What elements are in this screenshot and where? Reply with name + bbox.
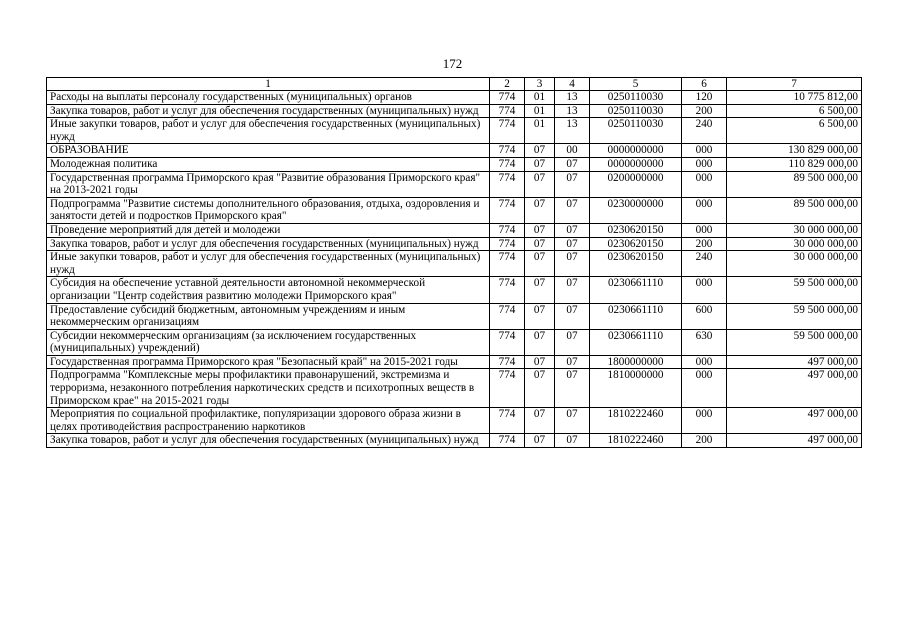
row-target-article-cell: 0230620150 [590, 251, 682, 277]
row-expense-type-cell: 630 [682, 329, 727, 355]
row-name-cell: Закупка товаров, работ и услуг для обеспечения государственных (муниципальных) нужд [47, 237, 490, 251]
row-code-cell: 774 [490, 303, 525, 329]
table-row [47, 157, 862, 171]
row-code-cell: 774 [490, 91, 525, 105]
row-expense-type-cell: 000 [682, 223, 727, 237]
row-subsection-cell: 07 [555, 171, 590, 197]
row-subsection-cell: 07 [555, 223, 590, 237]
row-name-cell: Молодежная политика [47, 157, 490, 171]
row-expense-type-cell: 200 [682, 104, 727, 118]
table-row [47, 329, 862, 355]
row-amount-cell: 30 000 000,00 [727, 223, 862, 237]
row-section-cell: 01 [525, 118, 555, 144]
row-subsection-cell: 07 [555, 329, 590, 355]
row-subsection-cell: 07 [555, 303, 590, 329]
row-amount-cell: 130 829 000,00 [727, 144, 862, 158]
row-amount-cell: 497 000,00 [727, 408, 862, 434]
row-name-cell: Закупка товаров, работ и услуг для обеспечения государственных (муниципальных) нужд [47, 434, 490, 448]
row-section-cell: 07 [525, 303, 555, 329]
row-target-article-cell: 0250110030 [590, 118, 682, 144]
row-amount-cell: 10 775 812,00 [727, 91, 862, 105]
row-target-article-cell: 0230620150 [590, 237, 682, 251]
row-expense-type-cell: 000 [682, 157, 727, 171]
table-row [47, 355, 862, 369]
row-target-article-cell: 0230620150 [590, 223, 682, 237]
row-code-cell: 774 [490, 157, 525, 171]
row-expense-type-cell: 000 [682, 355, 727, 369]
row-expense-type-cell: 240 [682, 251, 727, 277]
table-row [47, 369, 862, 408]
row-code-cell: 774 [490, 104, 525, 118]
row-expense-type-cell: 000 [682, 277, 727, 303]
row-name-cell: Предоставление субсидий бюджетным, автономным учреждениям и иным некоммерческим организациям [47, 303, 490, 329]
row-code-cell: 774 [490, 237, 525, 251]
row-amount-cell: 6 500,00 [727, 118, 862, 144]
row-name-cell: ОБРАЗОВАНИЕ [47, 144, 490, 158]
row-code-cell: 774 [490, 355, 525, 369]
row-name-cell: Иные закупки товаров, работ и услуг для обеспечения государственных (муниципальных) нужд [47, 118, 490, 144]
table-row [47, 91, 862, 105]
row-expense-type-cell: 000 [682, 171, 727, 197]
row-target-article-cell: 1800000000 [590, 355, 682, 369]
table-row [47, 237, 862, 251]
row-expense-type-cell: 000 [682, 197, 727, 223]
row-section-cell: 01 [525, 91, 555, 105]
row-subsection-cell: 07 [555, 157, 590, 171]
table-row [47, 171, 862, 197]
column-header: 1 [47, 78, 490, 91]
row-code-cell: 774 [490, 434, 525, 448]
row-code-cell: 774 [490, 251, 525, 277]
row-amount-cell: 89 500 000,00 [727, 197, 862, 223]
row-target-article-cell: 0250110030 [590, 91, 682, 105]
row-subsection-cell: 13 [555, 91, 590, 105]
row-target-article-cell: 0230661110 [590, 303, 682, 329]
row-name-cell: Государственная программа Приморского края "Безопасный край" на 2015-2021 годы [47, 355, 490, 369]
row-subsection-cell: 07 [555, 408, 590, 434]
row-subsection-cell: 13 [555, 118, 590, 144]
row-name-cell: Иные закупки товаров, работ и услуг для обеспечения государственных (муниципальных) нужд [47, 251, 490, 277]
column-header: 7 [727, 78, 862, 91]
table-row [47, 434, 862, 448]
row-section-cell: 07 [525, 157, 555, 171]
table-row [47, 277, 862, 303]
row-section-cell: 07 [525, 197, 555, 223]
row-amount-cell: 89 500 000,00 [727, 171, 862, 197]
row-name-cell: Подпрограмма "Развитие системы дополнительного образования, отдыха, оздоровления и занятости детей и подростков Приморского края" [47, 197, 490, 223]
row-code-cell: 774 [490, 171, 525, 197]
table-row [47, 223, 862, 237]
row-amount-cell: 59 500 000,00 [727, 303, 862, 329]
row-expense-type-cell: 000 [682, 144, 727, 158]
row-expense-type-cell: 000 [682, 369, 727, 408]
row-expense-type-cell: 200 [682, 237, 727, 251]
row-target-article-cell: 0000000000 [590, 144, 682, 158]
row-amount-cell: 30 000 000,00 [727, 237, 862, 251]
row-amount-cell: 59 500 000,00 [727, 277, 862, 303]
table-row [47, 251, 862, 277]
row-amount-cell: 497 000,00 [727, 355, 862, 369]
table-row [47, 197, 862, 223]
row-section-cell: 07 [525, 355, 555, 369]
row-subsection-cell: 13 [555, 104, 590, 118]
row-expense-type-cell: 120 [682, 91, 727, 105]
row-subsection-cell: 07 [555, 355, 590, 369]
row-amount-cell: 497 000,00 [727, 369, 862, 408]
row-section-cell: 07 [525, 171, 555, 197]
row-expense-type-cell: 000 [682, 408, 727, 434]
row-amount-cell: 30 000 000,00 [727, 251, 862, 277]
row-expense-type-cell: 200 [682, 434, 727, 448]
row-subsection-cell: 07 [555, 237, 590, 251]
row-amount-cell: 497 000,00 [727, 434, 862, 448]
row-section-cell: 07 [525, 223, 555, 237]
row-name-cell: Проведение мероприятий для детей и молодежи [47, 223, 490, 237]
row-subsection-cell: 07 [555, 369, 590, 408]
row-name-cell: Расходы на выплаты персоналу государственных (муниципальных) органов [47, 91, 490, 105]
row-code-cell: 774 [490, 118, 525, 144]
row-target-article-cell: 1810222460 [590, 434, 682, 448]
row-section-cell: 07 [525, 434, 555, 448]
row-target-article-cell: 0230661110 [590, 329, 682, 355]
row-section-cell: 01 [525, 104, 555, 118]
row-code-cell: 774 [490, 197, 525, 223]
column-header: 2 [490, 78, 525, 91]
page-number: 172 [442, 56, 463, 71]
column-header: 4 [555, 78, 590, 91]
row-section-cell: 07 [525, 329, 555, 355]
budget-table [46, 77, 862, 448]
table-row [47, 144, 862, 158]
row-section-cell: 07 [525, 369, 555, 408]
row-target-article-cell: 1810222460 [590, 408, 682, 434]
row-target-article-cell: 0000000000 [590, 157, 682, 171]
row-section-cell: 07 [525, 277, 555, 303]
row-expense-type-cell: 240 [682, 118, 727, 144]
row-name-cell: Подпрограмма "Комплексные меры профилактики правонарушений, экстремизма и терроризма, незаконного потребления наркотических средств и психотропных веществ в Приморском крае" на 2015-2021 годы [47, 369, 490, 408]
row-section-cell: 07 [525, 408, 555, 434]
row-code-cell: 774 [490, 369, 525, 408]
row-code-cell: 774 [490, 329, 525, 355]
row-code-cell: 774 [490, 144, 525, 158]
row-section-cell: 07 [525, 251, 555, 277]
row-target-article-cell: 0200000000 [590, 171, 682, 197]
row-amount-cell: 110 829 000,00 [727, 157, 862, 171]
row-code-cell: 774 [490, 277, 525, 303]
row-subsection-cell: 07 [555, 434, 590, 448]
row-amount-cell: 6 500,00 [727, 104, 862, 118]
column-header: 6 [682, 78, 727, 91]
row-amount-cell: 59 500 000,00 [727, 329, 862, 355]
row-name-cell: Мероприятия по социальной профилактике, популяризации здорового образа жизни в целях противодействия распространению наркотиков [47, 408, 490, 434]
row-target-article-cell: 0230000000 [590, 197, 682, 223]
row-name-cell: Субсидия на обеспечение уставной деятельности автономной некоммерческой организации "Центр содействия развитию молодежи Приморского края" [47, 277, 490, 303]
column-header: 3 [525, 78, 555, 91]
table-header-row [47, 78, 862, 91]
table-row [47, 118, 862, 144]
row-subsection-cell: 07 [555, 197, 590, 223]
row-name-cell: Закупка товаров, работ и услуг для обеспечения государственных (муниципальных) нужд [47, 104, 490, 118]
row-name-cell: Государственная программа Приморского края "Развитие образования Приморского края" на 2013-2021 годы [47, 171, 490, 197]
row-section-cell: 07 [525, 144, 555, 158]
column-header: 5 [590, 78, 682, 91]
table-row [47, 104, 862, 118]
row-code-cell: 774 [490, 408, 525, 434]
table-row [47, 303, 862, 329]
row-subsection-cell: 07 [555, 251, 590, 277]
row-name-cell: Субсидии некоммерческим организациям (за исключением государственных (муниципальных) учреждений) [47, 329, 490, 355]
row-target-article-cell: 1810000000 [590, 369, 682, 408]
row-target-article-cell: 0230661110 [590, 277, 682, 303]
row-expense-type-cell: 600 [682, 303, 727, 329]
row-code-cell: 774 [490, 223, 525, 237]
table-row [47, 408, 862, 434]
row-section-cell: 07 [525, 237, 555, 251]
row-subsection-cell: 07 [555, 277, 590, 303]
row-target-article-cell: 0250110030 [590, 104, 682, 118]
row-subsection-cell: 00 [555, 144, 590, 158]
